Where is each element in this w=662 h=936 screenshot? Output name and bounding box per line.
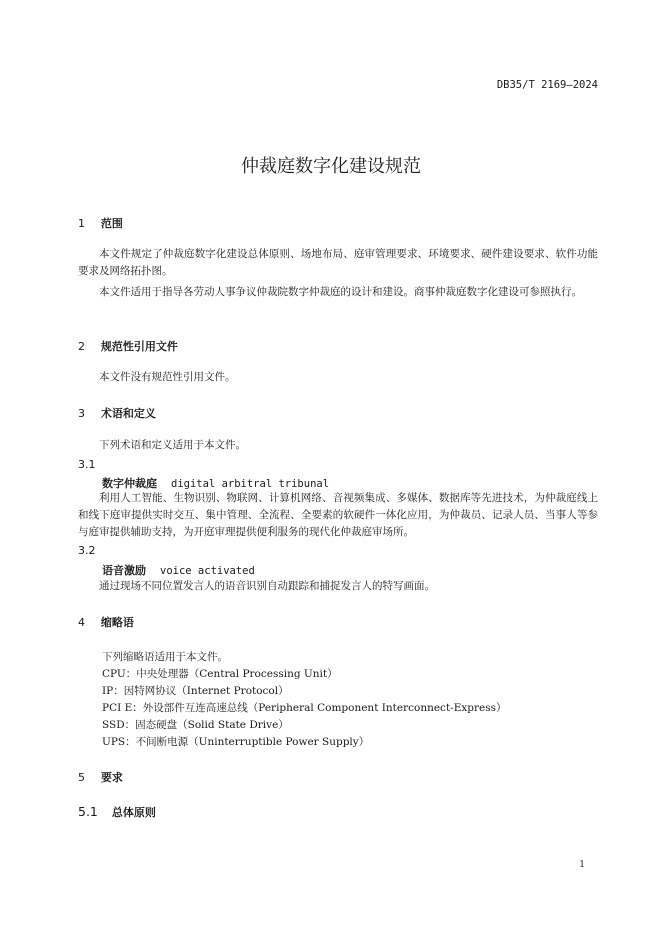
term-3-1-heading: [102, 475, 329, 491]
section-3-title: 术语和定义: [100, 407, 156, 420]
term-3-2-definition: 通过现场不同位置发言人的语音识别自动跟踪和捕捉发言人的特写画面。: [99, 580, 435, 592]
section-3-heading: [78, 405, 156, 421]
section-2-title: 规范性引用文件: [100, 340, 178, 353]
section-5-number: 5: [78, 771, 85, 784]
terms-intro: 下列术语和定义适用于本文件。: [99, 439, 246, 451]
section-2-number: 2: [78, 340, 85, 353]
section-1-title: 范围: [100, 217, 123, 230]
section-3-number: 3: [78, 407, 85, 420]
abbr-item: SSD：固态硬盘（Solid State Drive）: [102, 719, 289, 731]
term-3-2-zh: 语音激励: [102, 564, 146, 577]
abbr-item: CPU：中央处理器（Central Processing Unit）: [102, 668, 338, 680]
term-3-1-number: 3.1: [78, 458, 96, 471]
section-2-heading: [78, 338, 178, 354]
scope-paragraph-2: 本文件适用于指导各劳动人事争议仲裁院数字仲裁庭的设计和建设。商事仲裁庭数字化建设可参照执行。: [99, 286, 582, 298]
section-5-1-title: 总体原则: [111, 806, 156, 819]
term-3-1-zh: 数字仲裁庭: [102, 477, 157, 490]
section-5-title: 要求: [100, 771, 123, 784]
section-4-heading: [78, 614, 134, 630]
abbr-item: IP：因特网协议（Internet Protocol）: [102, 685, 289, 697]
section-4-title: 缩略语: [100, 616, 134, 629]
term-3-2-heading: [102, 562, 255, 578]
scope-paragraph-1: 本文件规定了仲裁庭数字化建设总体原则、场地布局、庭审管理要求、环境要求、硬件建设要求、软件功能要求及网络拓扑图。: [78, 248, 598, 277]
section-5-heading: [78, 769, 123, 785]
abbr-item: PCI E：外设部件互连高速总线（Peripheral Component Interconnect-Express）: [102, 702, 507, 714]
term-3-2-en: voice activated: [160, 565, 255, 577]
document-title: 仲裁庭数字化建设规范: [241, 156, 421, 177]
section-5-1-number: 5.1: [78, 804, 98, 819]
term-3-1-definition: 利用人工智能、生物识别、物联网、计算机网络、音视频集成、多媒体、数据库等先进技术，为仲裁庭线上和线下庭审提供实时交互、集中管理、全流程、全要素的软硬件一体化应用，为仲裁员、记录人员、当事人等参与庭审提供辅助支持，为开庭审理提供便利服务的现代化仲裁庭审场所。: [78, 492, 598, 538]
abbr-item: UPS：不间断电源（Uninterruptible Power Supply）: [102, 736, 370, 748]
term-3-2-number: 3.2: [78, 544, 96, 557]
abbr-intro: 下列缩略语适用于本文件。: [102, 651, 228, 663]
normative-paragraph: 本文件没有规范性引用文件。: [99, 371, 236, 383]
section-1-number: 1: [78, 217, 85, 230]
section-1-heading: [78, 215, 123, 231]
standard-code: DB35/T 2169—2024: [496, 79, 598, 91]
section-4-number: 4: [78, 616, 85, 629]
page-number: 1: [579, 860, 585, 870]
section-5-1-heading: [78, 804, 156, 820]
term-3-1-en: digital arbitral tribunal: [171, 478, 330, 490]
